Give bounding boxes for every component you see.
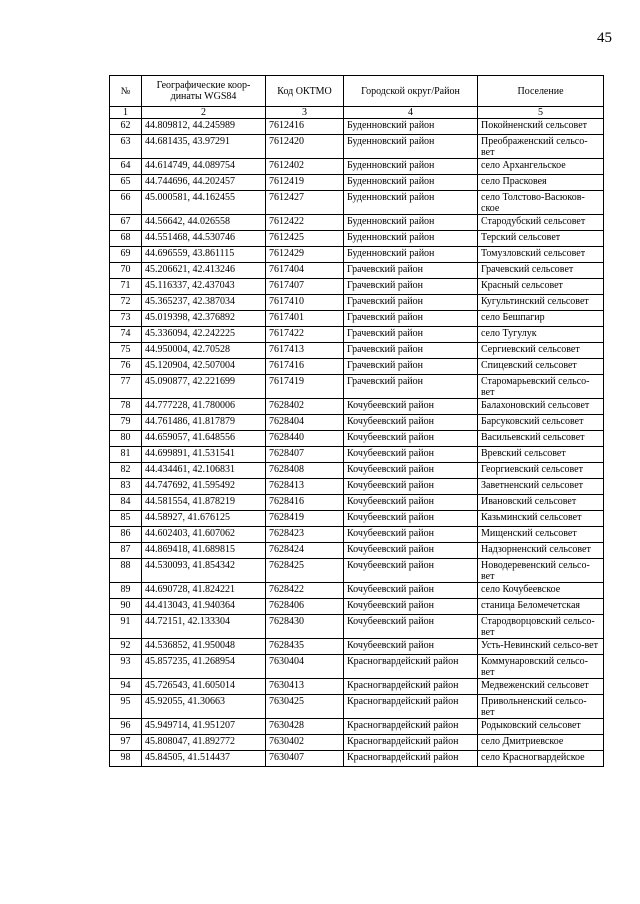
row-coordinates: 45.84505, 41.514437 xyxy=(142,751,266,767)
row-settlement: Казьминский сельсовет xyxy=(478,511,604,527)
row-oktmo: 7628422 xyxy=(266,583,344,599)
table-row xyxy=(110,159,604,175)
row-number: 78 xyxy=(110,399,142,415)
row-settlement: станица Беломечетская xyxy=(478,599,604,615)
table-row xyxy=(110,511,604,527)
row-settlement: Красный сельсовет xyxy=(478,279,604,295)
row-number: 69 xyxy=(110,247,142,263)
row-coordinates: 44.869418, 41.689815 xyxy=(142,543,266,559)
row-coordinates: 45.726543, 41.605014 xyxy=(142,679,266,695)
row-number: 92 xyxy=(110,639,142,655)
row-oktmo: 7630402 xyxy=(266,735,344,751)
row-number: 67 xyxy=(110,215,142,231)
table-row xyxy=(110,679,604,695)
row-number: 68 xyxy=(110,231,142,247)
row-district: Буденновский район xyxy=(344,191,478,215)
table-row xyxy=(110,527,604,543)
row-district: Красногвардейский район xyxy=(344,695,478,719)
row-number: 64 xyxy=(110,159,142,175)
row-number: 66 xyxy=(110,191,142,215)
row-number: 89 xyxy=(110,583,142,599)
row-oktmo: 7628404 xyxy=(266,415,344,431)
row-number: 80 xyxy=(110,431,142,447)
table-row xyxy=(110,639,604,655)
row-district: Кочубеевский район xyxy=(344,415,478,431)
row-settlement: Мищенский сельсовет xyxy=(478,527,604,543)
row-district: Кочубеевский район xyxy=(344,495,478,511)
row-coordinates: 44.58927, 41.676125 xyxy=(142,511,266,527)
row-coordinates: 44.950004, 42.70528 xyxy=(142,343,266,359)
row-coordinates: 45.090877, 42.221699 xyxy=(142,375,266,399)
page-number: 45 xyxy=(597,30,612,46)
row-oktmo: 7617413 xyxy=(266,343,344,359)
row-coordinates: 45.949714, 41.951207 xyxy=(142,719,266,735)
row-coordinates: 45.857235, 41.268954 xyxy=(142,655,266,679)
table-row xyxy=(110,343,604,359)
table-row xyxy=(110,599,604,615)
table-row xyxy=(110,543,604,559)
row-number: 98 xyxy=(110,751,142,767)
table-row xyxy=(110,215,604,231)
table-row xyxy=(110,479,604,495)
row-settlement: Усть-Невинский сельсо-вет xyxy=(478,639,604,655)
table-row xyxy=(110,175,604,191)
row-number: 88 xyxy=(110,559,142,583)
row-district: Кочубеевский район xyxy=(344,543,478,559)
row-coordinates: 44.536852, 41.950048 xyxy=(142,639,266,655)
table-row xyxy=(110,583,604,599)
row-oktmo: 7630425 xyxy=(266,695,344,719)
table-row xyxy=(110,695,604,719)
row-number: 94 xyxy=(110,679,142,695)
row-oktmo: 7628402 xyxy=(266,399,344,415)
row-number: 87 xyxy=(110,543,142,559)
row-settlement: село Бешпагир xyxy=(478,311,604,327)
row-settlement: Сергиевский сельсовет xyxy=(478,343,604,359)
row-district: Кочубеевский район xyxy=(344,583,478,599)
row-oktmo: 7628407 xyxy=(266,447,344,463)
row-number: 65 xyxy=(110,175,142,191)
row-number: 74 xyxy=(110,327,142,343)
row-settlement: Георгиевский сельсовет xyxy=(478,463,604,479)
row-coordinates: 45.336094, 42.242225 xyxy=(142,327,266,343)
row-district: Красногвардейский район xyxy=(344,735,478,751)
table-row xyxy=(110,655,604,679)
row-settlement: Медвеженский сельсовет xyxy=(478,679,604,695)
row-settlement: Балахоновский сельсовет xyxy=(478,399,604,415)
row-coordinates: 45.808047, 41.892772 xyxy=(142,735,266,751)
row-oktmo: 7628440 xyxy=(266,431,344,447)
row-number: 96 xyxy=(110,719,142,735)
row-settlement: Привольненский сельсо-вет xyxy=(478,695,604,719)
row-oktmo: 7628408 xyxy=(266,463,344,479)
row-number: 72 xyxy=(110,295,142,311)
row-district: Кочубеевский район xyxy=(344,639,478,655)
settlements-table xyxy=(109,75,604,767)
row-settlement: Коммунаровский сельсо-вет xyxy=(478,655,604,679)
table-body xyxy=(110,119,604,767)
row-district: Красногвардейский район xyxy=(344,751,478,767)
table-row xyxy=(110,247,604,263)
row-number: 79 xyxy=(110,415,142,431)
row-coordinates: 44.659057, 41.648556 xyxy=(142,431,266,447)
row-coordinates: 44.614749, 44.089754 xyxy=(142,159,266,175)
row-oktmo: 7628423 xyxy=(266,527,344,543)
row-oktmo: 7612416 xyxy=(266,119,344,135)
table-row xyxy=(110,735,604,751)
column-number: 4 xyxy=(344,107,478,119)
row-oktmo: 7617404 xyxy=(266,263,344,279)
row-number: 97 xyxy=(110,735,142,751)
row-coordinates: 44.696559, 43.861115 xyxy=(142,247,266,263)
row-number: 93 xyxy=(110,655,142,679)
table-header-row xyxy=(110,76,604,107)
row-district: Буденновский район xyxy=(344,135,478,159)
row-coordinates: 44.413043, 41.940364 xyxy=(142,599,266,615)
row-number: 76 xyxy=(110,359,142,375)
table-row xyxy=(110,559,604,583)
row-oktmo: 7612419 xyxy=(266,175,344,191)
row-settlement: село Дмитриевское xyxy=(478,735,604,751)
row-settlement: Стародубский сельсовет xyxy=(478,215,604,231)
row-settlement: село Тугулук xyxy=(478,327,604,343)
column-number: 1 xyxy=(110,107,142,119)
row-number: 62 xyxy=(110,119,142,135)
table-row xyxy=(110,119,604,135)
table-row xyxy=(110,751,604,767)
row-district: Грачевский район xyxy=(344,375,478,399)
row-coordinates: 44.744696, 44.202457 xyxy=(142,175,266,191)
row-settlement: село Прасковея xyxy=(478,175,604,191)
row-oktmo: 7628424 xyxy=(266,543,344,559)
row-settlement: Барсуковский сельсовет xyxy=(478,415,604,431)
row-oktmo: 7612429 xyxy=(266,247,344,263)
row-oktmo: 7617419 xyxy=(266,375,344,399)
row-settlement: Стародворцовский сельсо-вет xyxy=(478,615,604,639)
row-district: Буденновский район xyxy=(344,231,478,247)
table-row xyxy=(110,311,604,327)
row-number: 86 xyxy=(110,527,142,543)
row-oktmo: 7628435 xyxy=(266,639,344,655)
table-row xyxy=(110,135,604,159)
row-district: Кочубеевский район xyxy=(344,559,478,583)
row-coordinates: 45.000581, 44.162455 xyxy=(142,191,266,215)
row-settlement: Надзорненский сельсовет xyxy=(478,543,604,559)
header-settlement: Поселение xyxy=(478,76,604,107)
row-coordinates: 45.019398, 42.376892 xyxy=(142,311,266,327)
row-oktmo: 7630407 xyxy=(266,751,344,767)
table-row xyxy=(110,431,604,447)
table-row xyxy=(110,447,604,463)
row-district: Грачевский район xyxy=(344,359,478,375)
row-district: Красногвардейский район xyxy=(344,679,478,695)
row-district: Грачевский район xyxy=(344,343,478,359)
column-numbers-row xyxy=(110,107,604,119)
row-settlement: Заветненский сельсовет xyxy=(478,479,604,495)
row-settlement: Вревский сельсовет xyxy=(478,447,604,463)
table-row xyxy=(110,279,604,295)
row-oktmo: 7612425 xyxy=(266,231,344,247)
table-row xyxy=(110,295,604,311)
table-row xyxy=(110,263,604,279)
column-number: 2 xyxy=(142,107,266,119)
row-oktmo: 7628419 xyxy=(266,511,344,527)
row-oktmo: 7628416 xyxy=(266,495,344,511)
row-number: 91 xyxy=(110,615,142,639)
row-district: Буденновский район xyxy=(344,159,478,175)
row-coordinates: 44.434461, 42.106831 xyxy=(142,463,266,479)
row-coordinates: 44.581554, 41.878219 xyxy=(142,495,266,511)
row-coordinates: 44.72151, 42.133304 xyxy=(142,615,266,639)
row-settlement: Васильевский сельсовет xyxy=(478,431,604,447)
header-district: Городской округ/Район xyxy=(344,76,478,107)
row-oktmo: 7630404 xyxy=(266,655,344,679)
column-number: 5 xyxy=(478,107,604,119)
row-oktmo: 7628413 xyxy=(266,479,344,495)
row-oktmo: 7612422 xyxy=(266,215,344,231)
row-oktmo: 7628430 xyxy=(266,615,344,639)
row-settlement: Кугультинский сельсовет xyxy=(478,295,604,311)
row-number: 90 xyxy=(110,599,142,615)
row-oktmo: 7617410 xyxy=(266,295,344,311)
row-number: 82 xyxy=(110,463,142,479)
row-settlement: Покойненский сельсовет xyxy=(478,119,604,135)
row-district: Кочубеевский район xyxy=(344,527,478,543)
header-oktmo: Код ОКТМО xyxy=(266,76,344,107)
row-district: Кочубеевский район xyxy=(344,479,478,495)
row-district: Кочубеевский район xyxy=(344,463,478,479)
header-number: № xyxy=(110,76,142,107)
row-oktmo: 7612402 xyxy=(266,159,344,175)
row-number: 83 xyxy=(110,479,142,495)
row-district: Грачевский район xyxy=(344,279,478,295)
row-district: Кочубеевский район xyxy=(344,599,478,615)
row-oktmo: 7617416 xyxy=(266,359,344,375)
row-settlement: Новодеревенский сельсо-вет xyxy=(478,559,604,583)
row-district: Грачевский район xyxy=(344,295,478,311)
row-settlement: Старомарьевский сельсо-вет xyxy=(478,375,604,399)
row-coordinates: 44.777228, 41.780006 xyxy=(142,399,266,415)
row-district: Кочубеевский район xyxy=(344,447,478,463)
row-district: Грачевский район xyxy=(344,327,478,343)
row-district: Грачевский район xyxy=(344,311,478,327)
table-row xyxy=(110,231,604,247)
row-district: Красногвардейский район xyxy=(344,719,478,735)
table-row xyxy=(110,615,604,639)
row-coordinates: 45.120904, 42.507004 xyxy=(142,359,266,375)
row-settlement: Преображенский сельсо-вет xyxy=(478,135,604,159)
row-coordinates: 44.761486, 41.817879 xyxy=(142,415,266,431)
row-settlement: Грачевский сельсовет xyxy=(478,263,604,279)
row-district: Буденновский район xyxy=(344,119,478,135)
row-number: 81 xyxy=(110,447,142,463)
row-settlement: Томузловский сельсовет xyxy=(478,247,604,263)
row-oktmo: 7617407 xyxy=(266,279,344,295)
row-coordinates: 45.206621, 42.413246 xyxy=(142,263,266,279)
row-number: 77 xyxy=(110,375,142,399)
row-district: Кочубеевский район xyxy=(344,399,478,415)
row-coordinates: 44.699891, 41.531541 xyxy=(142,447,266,463)
row-number: 70 xyxy=(110,263,142,279)
row-oktmo: 7628425 xyxy=(266,559,344,583)
row-coordinates: 45.92055, 41.30663 xyxy=(142,695,266,719)
column-number: 3 xyxy=(266,107,344,119)
table-row xyxy=(110,463,604,479)
table-row xyxy=(110,719,604,735)
row-coordinates: 44.56642, 44.026558 xyxy=(142,215,266,231)
row-number: 85 xyxy=(110,511,142,527)
row-coordinates: 44.551468, 44.530746 xyxy=(142,231,266,247)
row-settlement: Ивановский сельсовет xyxy=(478,495,604,511)
row-settlement: село Кочубеевское xyxy=(478,583,604,599)
row-district: Буденновский район xyxy=(344,175,478,191)
row-number: 73 xyxy=(110,311,142,327)
row-settlement: село Красногвардейское xyxy=(478,751,604,767)
table-row xyxy=(110,191,604,215)
row-coordinates: 44.681435, 43.97291 xyxy=(142,135,266,159)
table-row xyxy=(110,375,604,399)
row-coordinates: 44.602403, 41.607062 xyxy=(142,527,266,543)
row-district: Грачевский район xyxy=(344,263,478,279)
table-row xyxy=(110,399,604,415)
row-settlement: село Архангельское xyxy=(478,159,604,175)
row-number: 71 xyxy=(110,279,142,295)
table-row xyxy=(110,495,604,511)
row-district: Буденновский район xyxy=(344,247,478,263)
row-oktmo: 7628406 xyxy=(266,599,344,615)
row-settlement: Спицевский сельсовет xyxy=(478,359,604,375)
row-coordinates: 44.690728, 41.824221 xyxy=(142,583,266,599)
row-coordinates: 44.809812, 44.245989 xyxy=(142,119,266,135)
row-district: Красногвардейский район xyxy=(344,655,478,679)
row-settlement: Терский сельсовет xyxy=(478,231,604,247)
row-district: Буденновский район xyxy=(344,215,478,231)
row-settlement: село Толстово-Васюков-ское xyxy=(478,191,604,215)
row-district: Кочубеевский район xyxy=(344,431,478,447)
header-coordinates: Географические коор-динаты WGS84 xyxy=(142,76,266,107)
row-oktmo: 7630413 xyxy=(266,679,344,695)
row-number: 63 xyxy=(110,135,142,159)
row-number: 95 xyxy=(110,695,142,719)
table-row xyxy=(110,327,604,343)
row-oktmo: 7630428 xyxy=(266,719,344,735)
table-row xyxy=(110,359,604,375)
row-oktmo: 7612427 xyxy=(266,191,344,215)
row-oktmo: 7612420 xyxy=(266,135,344,159)
row-settlement: Родыковский сельсовет xyxy=(478,719,604,735)
row-number: 84 xyxy=(110,495,142,511)
row-coordinates: 44.747692, 41.595492 xyxy=(142,479,266,495)
row-number: 75 xyxy=(110,343,142,359)
row-district: Кочубеевский район xyxy=(344,615,478,639)
row-coordinates: 45.116337, 42.437043 xyxy=(142,279,266,295)
table-row xyxy=(110,415,604,431)
row-coordinates: 44.530093, 41.854342 xyxy=(142,559,266,583)
row-district: Кочубеевский район xyxy=(344,511,478,527)
row-oktmo: 7617422 xyxy=(266,327,344,343)
row-coordinates: 45.365237, 42.387034 xyxy=(142,295,266,311)
row-oktmo: 7617401 xyxy=(266,311,344,327)
